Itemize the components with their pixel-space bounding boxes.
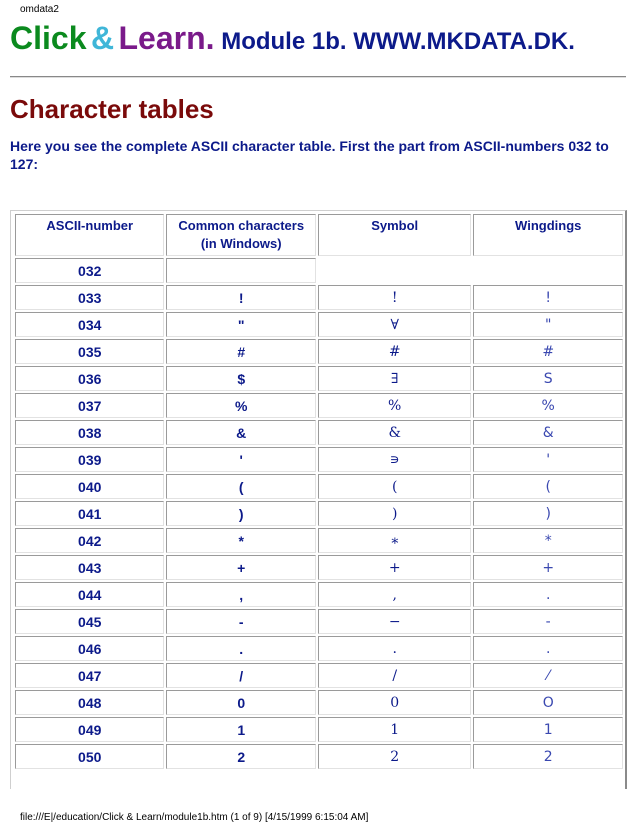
ascii-number-cell: 048: [15, 690, 164, 715]
symbol-cell: −: [318, 609, 471, 634]
wingdings-cell: ⁄: [473, 663, 623, 688]
banner-click: Click: [10, 20, 87, 56]
common-character-cell: #: [166, 339, 316, 364]
symbol-cell: ∀: [318, 312, 471, 337]
wingdings-cell: O: [473, 690, 623, 715]
common-character-cell: *: [166, 528, 316, 553]
banner-learn: Learn.: [118, 20, 215, 56]
character-table-container: [10, 210, 627, 789]
file-path-footer: file:///E|/education/Click & Learn/module1b.htm (1 of 9) [4/15/1999 6:15:04 AM]: [20, 812, 369, 823]
common-character-cell: ': [166, 447, 316, 472]
table-row: [15, 744, 623, 769]
header-ascii-number: ASCII-number: [15, 214, 164, 256]
wingdings-cell: &: [473, 420, 623, 445]
table-row: [15, 474, 623, 499]
page-title: Character tables: [10, 94, 214, 124]
ascii-number-cell: 049: [15, 717, 164, 742]
table-row: [15, 717, 623, 742]
ascii-number-cell: 036: [15, 366, 164, 391]
symbol-cell: 2: [318, 744, 471, 769]
symbol-cell: +: [318, 555, 471, 580]
horizontal-rule: [10, 76, 626, 78]
table-row: [15, 555, 623, 580]
table-row: [15, 258, 623, 283]
wingdings-cell: !: [473, 285, 623, 310]
wingdings-cell: %: [473, 393, 623, 418]
wingdings-cell: S: [473, 366, 623, 391]
intro-text: Here you see the complete ASCII character table. First the part from ASCII-numbers 032 to 127:: [10, 138, 609, 172]
table-row: [15, 501, 623, 526]
wingdings-cell: .: [473, 636, 623, 661]
symbol-cell: ∗: [318, 528, 471, 553]
ascii-number-cell: 032: [15, 258, 164, 283]
table-row: [15, 339, 623, 364]
ascii-number-cell: 047: [15, 663, 164, 688]
ascii-number-cell: 042: [15, 528, 164, 553]
character-table: [13, 212, 625, 771]
common-character-cell: [166, 258, 316, 283]
symbol-cell: ,: [318, 582, 471, 607]
common-character-cell: $: [166, 366, 316, 391]
wingdings-cell: 2: [473, 744, 623, 769]
common-character-cell: ": [166, 312, 316, 337]
common-character-cell: (: [166, 474, 316, 499]
header-common-line1: Common characters: [178, 218, 305, 233]
banner-module-title: Module 1b. WWW.MKDATA.DK.: [214, 28, 575, 55]
common-character-cell: +: [166, 555, 316, 580]
table-row: [15, 582, 623, 607]
header-common-line2: (in Windows): [200, 236, 282, 251]
ascii-number-cell: 040: [15, 474, 164, 499]
ascii-number-cell: 033: [15, 285, 164, 310]
ascii-number-cell: 035: [15, 339, 164, 364]
table-row: [15, 609, 623, 634]
common-character-cell: ): [166, 501, 316, 526]
header-wingdings: Wingdings: [473, 214, 623, 256]
symbol-cell: %: [318, 393, 471, 418]
table-header-row: [15, 214, 623, 256]
ascii-number-cell: 050: [15, 744, 164, 769]
page-label: omdata2: [20, 4, 59, 15]
site-banner: [10, 20, 575, 57]
symbol-cell: /: [318, 663, 471, 688]
symbol-cell: ∃: [318, 366, 471, 391]
symbol-cell: ): [318, 501, 471, 526]
wingdings-cell: *: [473, 528, 623, 553]
common-character-cell: %: [166, 393, 316, 418]
wingdings-cell: -: [473, 609, 623, 634]
common-character-cell: .: [166, 636, 316, 661]
symbol-cell: !: [318, 285, 471, 310]
table-row: [15, 528, 623, 553]
header-common-characters: [166, 214, 316, 256]
common-character-cell: -: [166, 609, 316, 634]
empty-symbol-wingdings-cell: [318, 258, 623, 283]
wingdings-cell: 1: [473, 717, 623, 742]
ascii-number-cell: 039: [15, 447, 164, 472]
wingdings-cell: .: [473, 582, 623, 607]
wingdings-cell: ": [473, 312, 623, 337]
common-character-cell: 2: [166, 744, 316, 769]
symbol-cell: 1: [318, 717, 471, 742]
ascii-number-cell: 041: [15, 501, 164, 526]
symbol-cell: ∍: [318, 447, 471, 472]
table-row: [15, 285, 623, 310]
ascii-number-cell: 046: [15, 636, 164, 661]
symbol-cell: .: [318, 636, 471, 661]
symbol-cell: #: [318, 339, 471, 364]
symbol-cell: &: [318, 420, 471, 445]
ascii-number-cell: 045: [15, 609, 164, 634]
common-character-cell: &: [166, 420, 316, 445]
ascii-number-cell: 043: [15, 555, 164, 580]
table-row: [15, 663, 623, 688]
ascii-number-cell: 044: [15, 582, 164, 607]
table-row: [15, 393, 623, 418]
header-symbol: Symbol: [318, 214, 471, 256]
ascii-number-cell: 037: [15, 393, 164, 418]
table-row: [15, 312, 623, 337]
ascii-number-cell: 038: [15, 420, 164, 445]
wingdings-cell: ): [473, 501, 623, 526]
common-character-cell: 1: [166, 717, 316, 742]
table-row: [15, 366, 623, 391]
table-row: [15, 420, 623, 445]
wingdings-cell: (: [473, 474, 623, 499]
wingdings-cell: ': [473, 447, 623, 472]
table-row: [15, 447, 623, 472]
symbol-cell: (: [318, 474, 471, 499]
symbol-cell: 0: [318, 690, 471, 715]
wingdings-cell: +: [473, 555, 623, 580]
common-character-cell: 0: [166, 690, 316, 715]
table-row: [15, 690, 623, 715]
ascii-number-cell: 034: [15, 312, 164, 337]
common-character-cell: /: [166, 663, 316, 688]
wingdings-cell: #: [473, 339, 623, 364]
banner-ampersand: &: [90, 20, 115, 56]
common-character-cell: !: [166, 285, 316, 310]
common-character-cell: ,: [166, 582, 316, 607]
table-row: [15, 636, 623, 661]
